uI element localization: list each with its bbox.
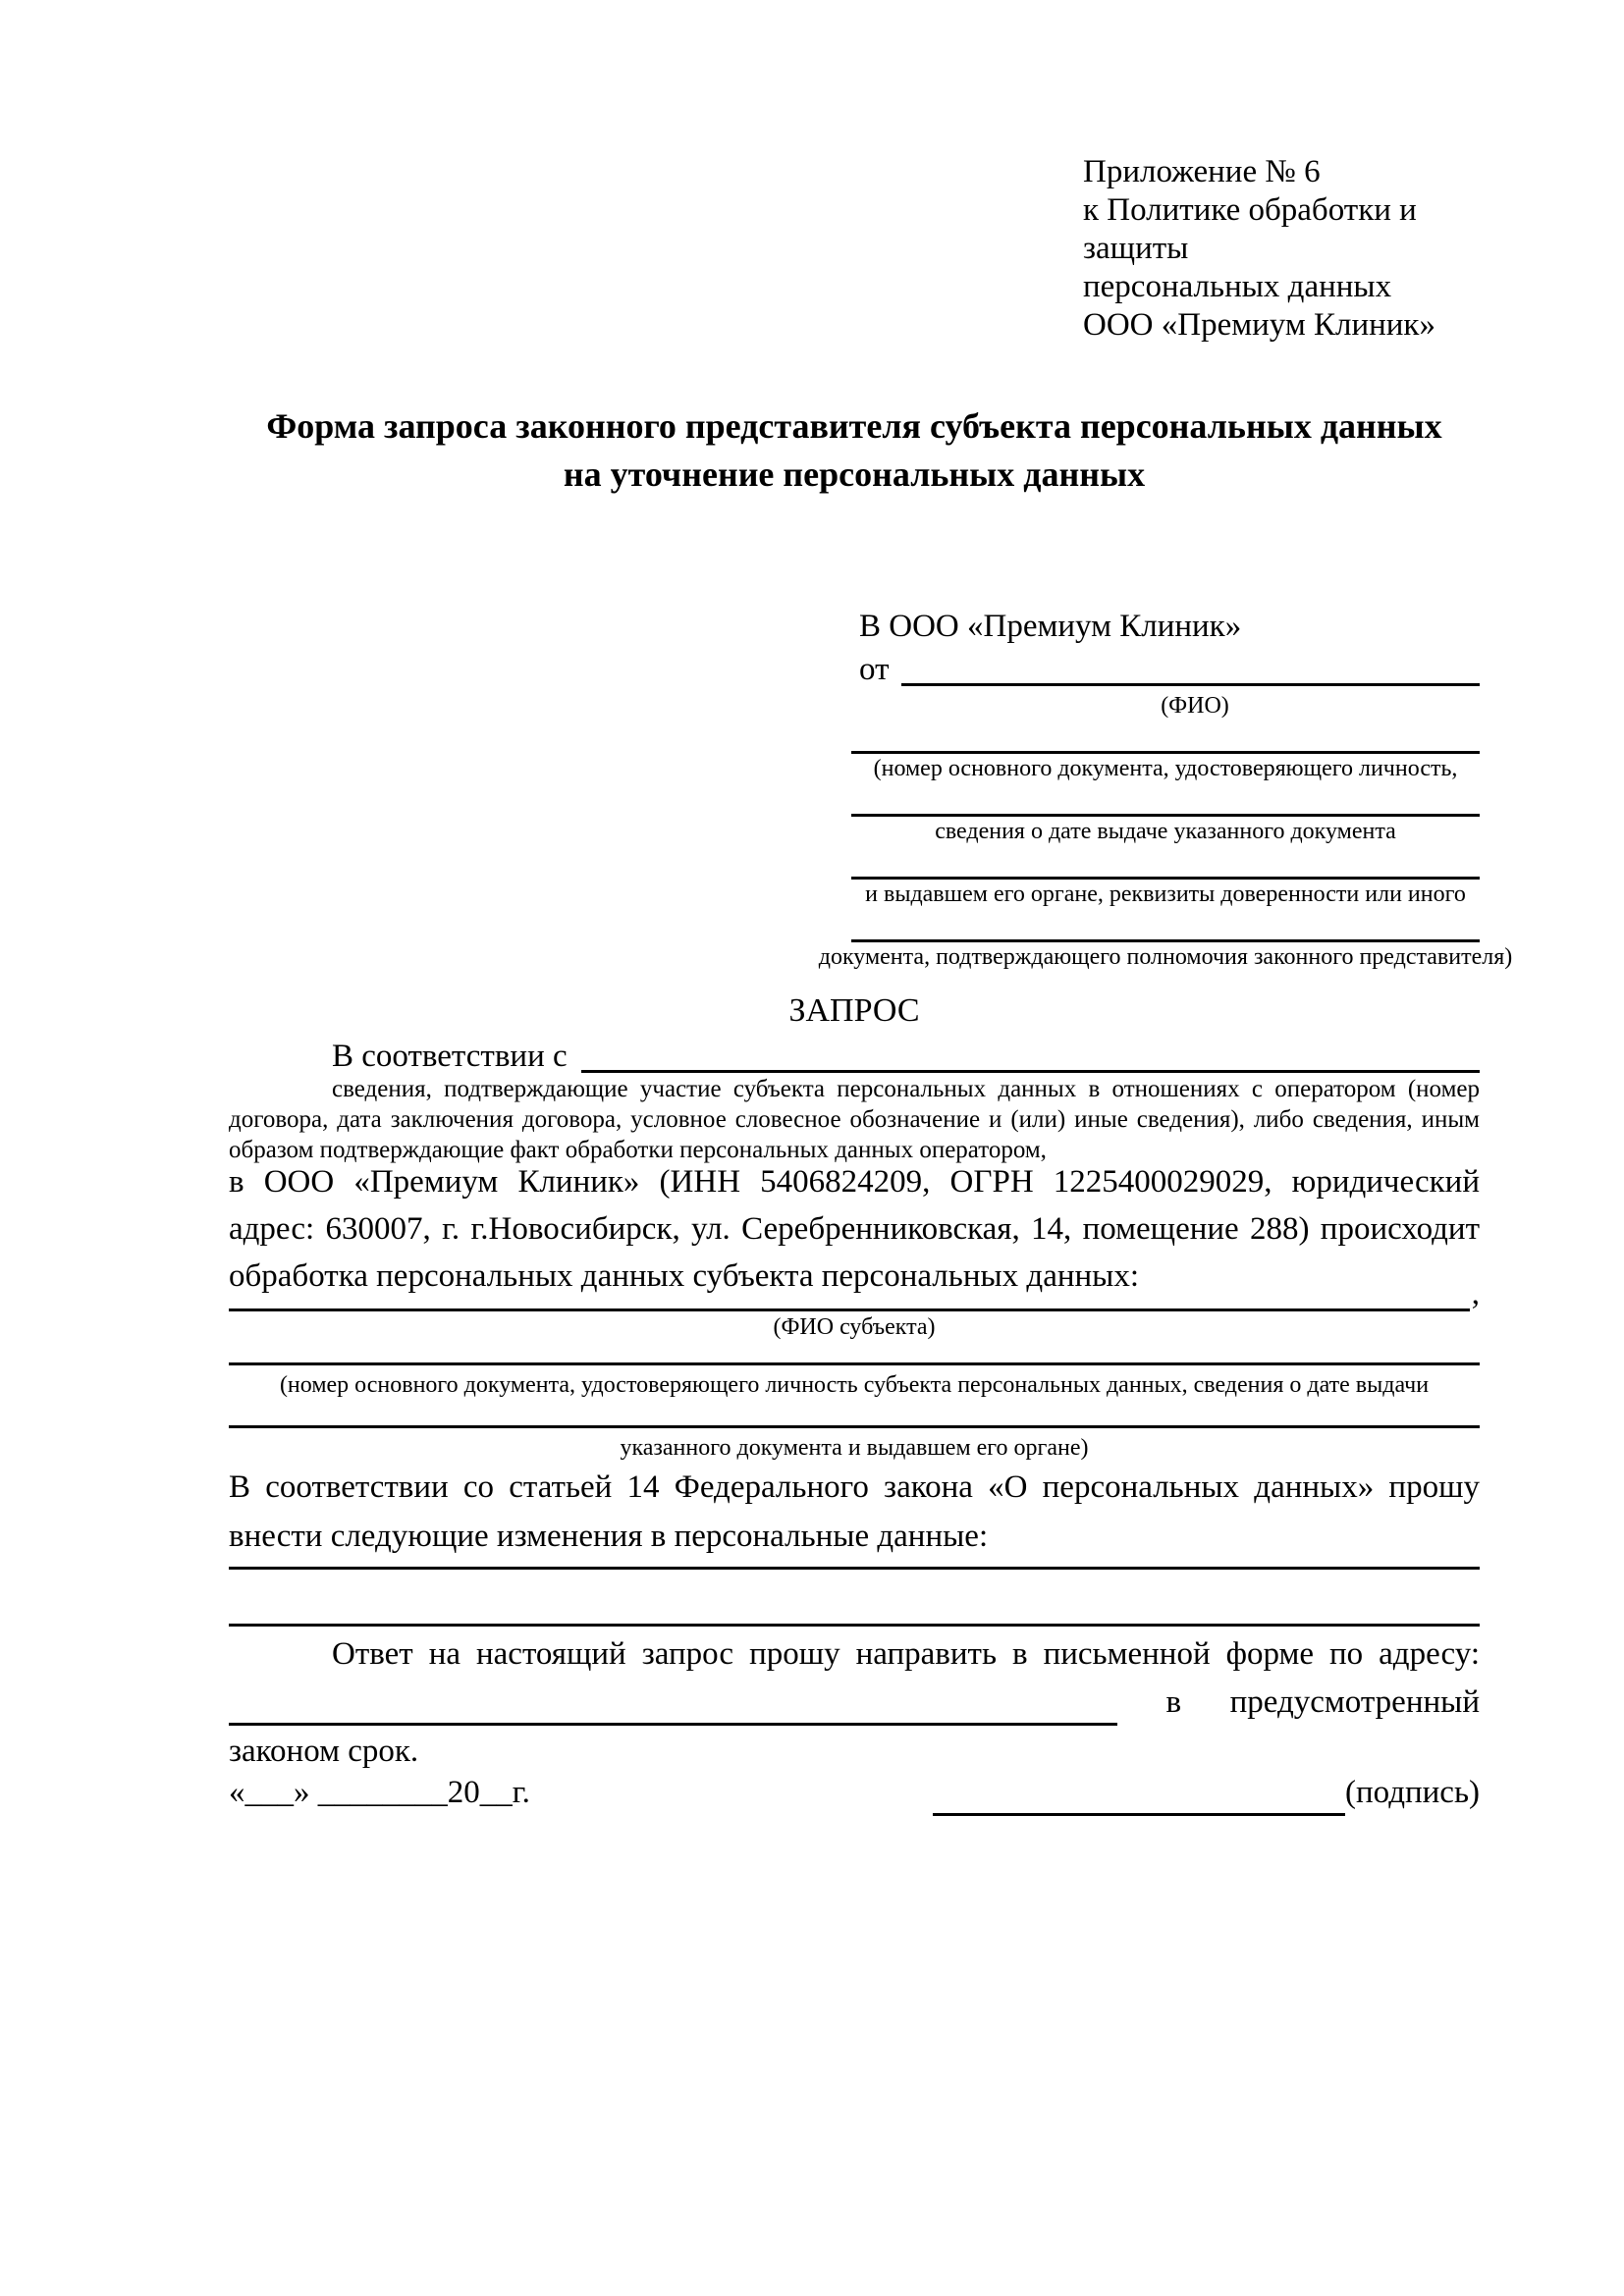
appendix-number: Приложение № 6 [1083, 154, 1321, 189]
answer-word-predusmotrenny: предусмотренный [1229, 1684, 1480, 1720]
answer-line-1: Ответ на настоящий запрос прошу направить в письменной форме по адресу: [332, 1636, 1480, 1672]
representative-doc-field-3 [851, 863, 1480, 909]
answer-line-2 [229, 1679, 1480, 1726]
appendix-policy-line2: персональных данных [1083, 269, 1392, 304]
subject-fio-caption: (ФИО субъекта) [773, 1314, 936, 1340]
representative-doc-field-2 [851, 800, 1480, 846]
representative-doc-field-4 [818, 926, 1513, 972]
footer-row [229, 1769, 1480, 1816]
representative-doc-caption-1: (номер основного документа, удостоверяющего личность, [873, 756, 1458, 781]
document-title-line2: на уточнение персональных данных [563, 454, 1146, 494]
from-fio-input-line [901, 648, 1481, 686]
addressee-company: В ООО «Премиум Клиник» [859, 609, 1242, 644]
signature-group [933, 1769, 1480, 1816]
intro-label: В соответствии с [332, 1039, 568, 1074]
trailing-comma: , [1471, 1276, 1480, 1311]
document-title-line1: Форма запроса законного представителя субъекта персональных данных [266, 406, 1442, 446]
representative-doc-caption-2: сведения о дате выдаче указанного документа [935, 819, 1396, 844]
from-label: от [859, 652, 890, 687]
subject-fio-row [229, 1276, 1480, 1311]
subject-doc-caption-1: (номер основного документа, удостоверяющего личность субъекта персональных данных, сведения о дате выдачи [279, 1372, 1430, 1398]
representative-doc-input-line-3 [851, 863, 1480, 880]
changes-input-line-1 [229, 1547, 1480, 1570]
addressee-block [818, 605, 1513, 972]
appendix-policy-line1: к Политике обработки и защиты [1083, 192, 1417, 266]
date-blank-line: «___» ________20__г. [229, 1775, 530, 1810]
address-input-line [229, 1681, 1117, 1726]
representative-doc-caption-4: документа, подтверждающего полномочия законного представителя) [818, 944, 1513, 970]
representative-doc-field-1 [851, 737, 1480, 783]
basis-footnote: сведения, подтверждающие участие субъекта персональных данных в отношениях с оператором (номер договора, дата заключения договора, условное словесное обозначение и (или) иные сведения), либо сведения, иным образом подтверждающие факт обработки персональных данных оператором, [229, 1076, 1480, 1163]
answer-word-v: в [1165, 1684, 1182, 1720]
subject-doc-input-line-2 [229, 1406, 1480, 1428]
subject-fio-input-line [229, 1276, 1470, 1311]
intro-row [229, 1035, 1480, 1078]
representative-doc-input-line-2 [851, 800, 1480, 817]
answer-line-3: законом срок. [229, 1734, 419, 1769]
appendix-header [1083, 153, 1495, 345]
operator-paragraph: в ООО «Премиум Клиник» (ИНН 5406824209, ОГРН 1225400029029, юридический адрес: 630007, г. г.Новосибирск, ул. Серебренниковская, 14, помещение 288) происходит обработка персональных данных субъекта персональных данных: [229, 1164, 1480, 1294]
request-heading: ЗАПРОС [788, 992, 920, 1029]
representative-doc-input-line-4 [851, 926, 1480, 942]
representative-doc-caption-3: и выдавшем его органе, реквизиты доверенности или иного [865, 881, 1466, 907]
fio-caption: (ФИО) [1161, 693, 1229, 719]
subject-doc-caption-2: указанного документа и выдавшем его органе) [620, 1435, 1089, 1461]
signature-caption: (подпись) [1345, 1775, 1480, 1810]
document-title [229, 402, 1480, 499]
changes-input-line-2 [229, 1604, 1480, 1627]
appendix-company: ООО «Премиум Клиник» [1083, 307, 1435, 343]
representative-doc-input-line-1 [851, 737, 1480, 754]
subject-doc-input-line-1 [229, 1343, 1480, 1365]
basis-input-line [581, 1035, 1480, 1073]
signature-input-line [933, 1771, 1345, 1816]
law-paragraph: В соответствии со статьей 14 Федерального закона «О персональных данных» прошу внести следующие изменения в персональные данные: [229, 1469, 1480, 1554]
from-row [851, 648, 1480, 691]
